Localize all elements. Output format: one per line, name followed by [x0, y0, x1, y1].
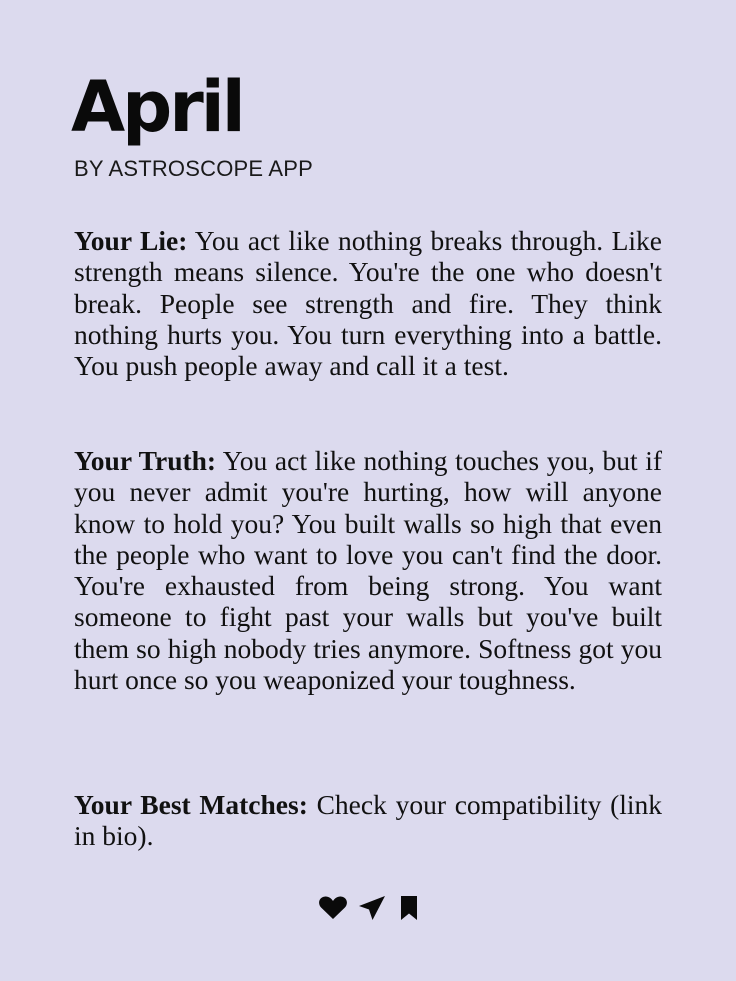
byline: BY ASTROSCOPE APP	[74, 156, 313, 181]
section-label: Your Lie:	[74, 225, 188, 256]
bookmark-icon[interactable]	[400, 895, 418, 921]
page-title: April	[71, 66, 243, 148]
heart-icon[interactable]	[318, 896, 348, 920]
section-label: Your Best Matches:	[74, 789, 308, 820]
section-text: You act like nothing breaks through. Like strength means silence. You're the one who doesn't break. People see strength and fire. They think nothing hurts you. You turn everything into a battle. You push people away and call it a test.	[74, 225, 662, 382]
section-text: You act like nothing touches you, but if you never admit you're hurting, how will anyone know to hold you? You built walls so high that even the people who want to love you can't find the door. You're exhausted from being strong. You want someone to fight past your walls but you've built them so high nobody tries anymore. Softness got you hurt once so you weaponized your toughness.	[74, 445, 662, 696]
send-icon[interactable]	[358, 895, 386, 921]
section-label: Your Truth:	[74, 445, 217, 476]
section-your-best-matches	[74, 789, 662, 852]
section-your-truth	[74, 445, 662, 695]
action-icons	[318, 893, 422, 921]
section-your-lie	[74, 225, 662, 381]
section-text: Check your compatibility (link in bio).	[74, 789, 663, 852]
